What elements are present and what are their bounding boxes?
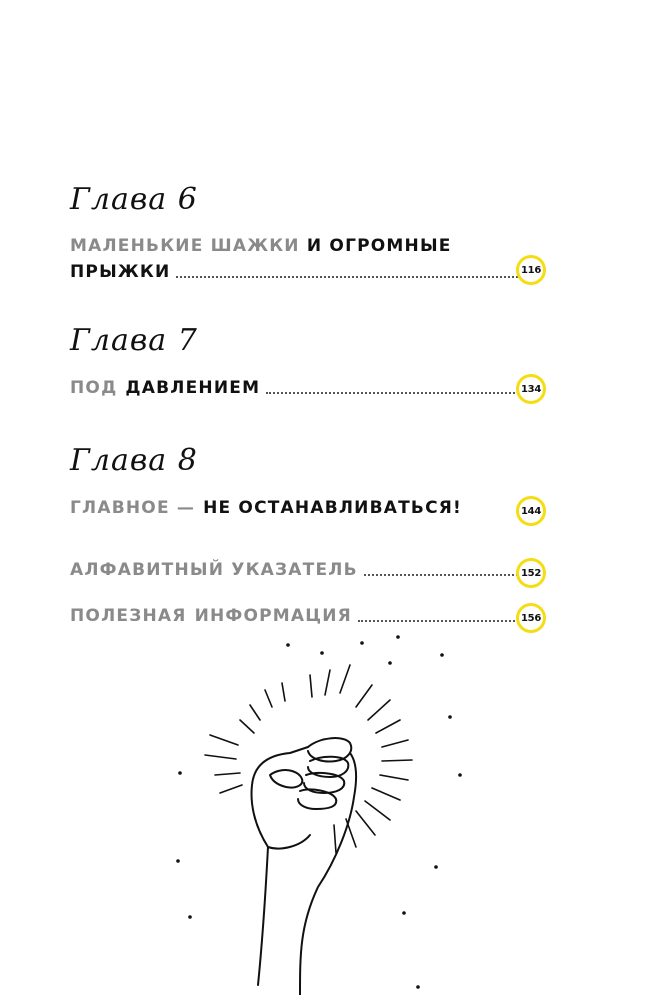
chapter-6-heading: Глава 6	[70, 182, 198, 217]
entry-title-part: И ОГРОМНЫЕ	[306, 236, 452, 256]
entry-title-part: НЕ ОСТАНАВЛИВАТЬСЯ!	[203, 498, 462, 518]
entry-title-part: ПОЛЕЗНАЯ	[70, 606, 187, 626]
entry-title-part: МАЛЕНЬКИЕ ШАЖКИ	[70, 236, 300, 256]
entry-title-part: ИНФОРМАЦИЯ	[194, 606, 352, 626]
chapter-7-heading: Глава 7	[70, 323, 198, 358]
chapter-8-heading: Глава 8	[70, 443, 198, 478]
leader-dots	[266, 392, 542, 394]
page-number-badge: 116	[516, 255, 546, 285]
entry-title-part: ДАВЛЕНИЕМ	[125, 378, 261, 398]
page-number-badge: 134	[516, 374, 546, 404]
page-number-badge: 144	[516, 496, 546, 526]
leader-dots	[176, 276, 542, 278]
leader-dots	[358, 620, 542, 622]
entry-title-part: ПРЫЖКИ	[70, 262, 171, 282]
entry-title-part: ПОД	[70, 378, 118, 398]
entry-title-part: ГЛАВНОЕ —	[70, 498, 196, 518]
toc-entry-under-pressure[interactable]	[70, 375, 550, 401]
toc-entry-small-steps[interactable]	[70, 233, 550, 285]
page-number-badge: 156	[516, 603, 546, 633]
burst-lines	[205, 665, 412, 853]
raised-fist-icon	[150, 625, 490, 995]
star-dots	[176, 635, 462, 989]
toc-entry-dont-stop[interactable]	[70, 495, 550, 521]
page-number-badge: 152	[516, 558, 546, 588]
fist-drawing	[252, 738, 357, 995]
toc-entry-index[interactable]	[70, 557, 550, 583]
entry-title-part: АЛФАВИТНЫЙ УКАЗАТЕЛЬ	[70, 560, 358, 580]
